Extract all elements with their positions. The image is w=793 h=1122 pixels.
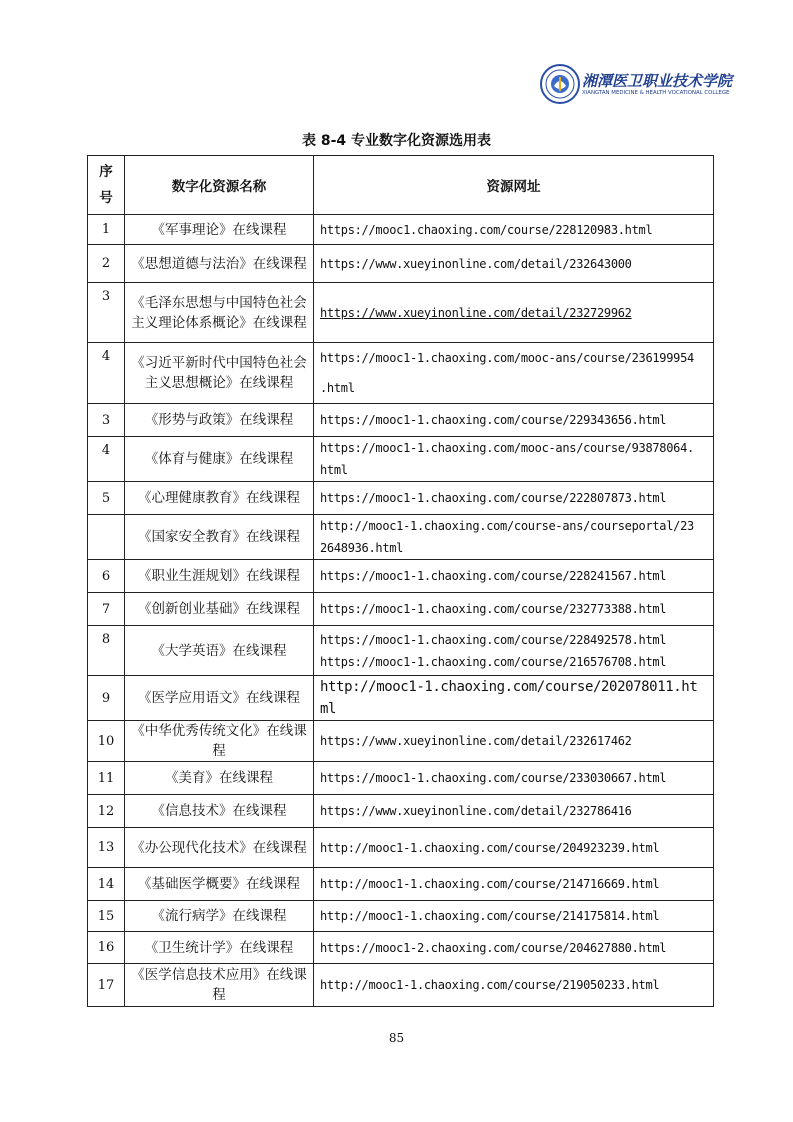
resource-url[interactable]: https://www.xueyinonline.com/detail/232617462 bbox=[320, 734, 632, 748]
row-number: 10 bbox=[88, 721, 125, 762]
row-number: 16 bbox=[88, 932, 125, 964]
row-number: 14 bbox=[88, 868, 125, 901]
row-number: 17 bbox=[88, 964, 125, 1007]
resource-url-cell bbox=[314, 404, 714, 437]
resource-name: 《流行病学》在线课程 bbox=[125, 901, 314, 932]
resource-url[interactable]: https://www.xueyinonline.com/detail/232729962 bbox=[320, 305, 632, 320]
resource-url-cell bbox=[314, 828, 714, 868]
resource-url[interactable]: http://mooc1-1.chaoxing.com/course/214716669.html bbox=[320, 877, 660, 891]
resource-url-cell bbox=[314, 676, 714, 721]
row-number: 13 bbox=[88, 828, 125, 868]
resource-name: 《毛泽东思想与中国特色社会主义理论体系概论》在线课程 bbox=[125, 283, 314, 343]
resource-url[interactable]: http://mooc1-1.chaoxing.com/course/214175814.html bbox=[320, 909, 660, 923]
table-row bbox=[88, 932, 714, 964]
table-row bbox=[88, 437, 714, 482]
resource-url[interactable]: ml bbox=[320, 701, 337, 717]
resource-url[interactable]: https://mooc1-1.chaoxing.com/course/222807873.html bbox=[320, 491, 667, 505]
table-row bbox=[88, 901, 714, 932]
resource-name: 《习近平新时代中国特色社会主义思想概论》在线课程 bbox=[125, 343, 314, 404]
table-row bbox=[88, 868, 714, 901]
table-row bbox=[88, 593, 714, 626]
row-number: 9 bbox=[88, 676, 125, 721]
resource-url[interactable]: https://mooc1-1.chaoxing.com/course/229343656.html bbox=[320, 413, 667, 427]
resource-name: 《职业生涯规划》在线课程 bbox=[125, 560, 314, 593]
header-seq bbox=[88, 156, 125, 215]
row-number: 12 bbox=[88, 795, 125, 828]
resource-url-cell bbox=[314, 343, 714, 404]
resource-url[interactable]: 2648936.html bbox=[320, 541, 404, 555]
college-seal-icon bbox=[540, 64, 580, 104]
row-number: 4 bbox=[88, 437, 125, 482]
resource-url-cell bbox=[314, 964, 714, 1007]
resource-name: 《心理健康教育》在线课程 bbox=[125, 482, 314, 515]
table-row bbox=[88, 626, 714, 676]
resource-url[interactable]: http://mooc1-1.chaoxing.com/course/204923239.html bbox=[320, 840, 660, 855]
row-number: 6 bbox=[88, 560, 125, 593]
row-number: 11 bbox=[88, 762, 125, 795]
header-resource-name: 数字化资源名称 bbox=[125, 156, 314, 215]
row-number: 15 bbox=[88, 901, 125, 932]
table-row bbox=[88, 283, 714, 343]
resource-url[interactable]: https://mooc1-2.chaoxing.com/course/204627880.html bbox=[320, 940, 667, 955]
row-number: 1 bbox=[88, 215, 125, 245]
college-name-cn: 湘潭医卫职业技术学院 bbox=[582, 72, 733, 90]
resource-name: 《形势与政策》在线课程 bbox=[125, 404, 314, 437]
resource-name: 《美育》在线课程 bbox=[125, 762, 314, 795]
resource-name: 《医学信息技术应用》在线课程 bbox=[125, 964, 314, 1007]
resource-name: 《医学应用语文》在线课程 bbox=[125, 676, 314, 721]
resource-url[interactable]: https://mooc1-1.chaoxing.com/course/228492578.html bbox=[320, 632, 667, 647]
resource-table bbox=[87, 155, 714, 1007]
page-number: 85 bbox=[388, 1031, 405, 1045]
resource-url-cell bbox=[314, 932, 714, 964]
table-row bbox=[88, 515, 714, 560]
table-row bbox=[88, 343, 714, 404]
resource-url[interactable]: http://mooc1-1.chaoxing.com/course/202078011.ht bbox=[320, 679, 698, 695]
resource-name: 《基础医学概要》在线课程 bbox=[125, 868, 314, 901]
resource-name: 《信息技术》在线课程 bbox=[125, 795, 314, 828]
resource-url-cell bbox=[314, 626, 714, 676]
table-row bbox=[88, 964, 714, 1007]
resource-name: 《思想道德与法治》在线课程 bbox=[125, 245, 314, 283]
resource-name: 《大学英语》在线课程 bbox=[125, 626, 314, 676]
table-row bbox=[88, 762, 714, 795]
college-name-en: XIANGTAN MEDICINE & HEALTH VOCATIONAL COLLEGE bbox=[582, 90, 730, 96]
table-row bbox=[88, 721, 714, 762]
table-row bbox=[88, 676, 714, 721]
college-logo bbox=[540, 64, 733, 108]
table-row bbox=[88, 795, 714, 828]
resource-url[interactable]: https://mooc1-1.chaoxing.com/course/228241567.html bbox=[320, 569, 667, 583]
resource-name: 《军事理论》在线课程 bbox=[125, 215, 314, 245]
resource-url-cell bbox=[314, 901, 714, 932]
row-number bbox=[88, 515, 125, 560]
header-resource-url: 资源网址 bbox=[314, 156, 714, 215]
table-row bbox=[88, 828, 714, 868]
table-row bbox=[88, 560, 714, 593]
resource-url-cell bbox=[314, 762, 714, 795]
table-header-row bbox=[88, 156, 714, 215]
resource-url[interactable]: https://mooc1-1.chaoxing.com/mooc-ans/course/93878064. bbox=[320, 441, 694, 455]
resource-url[interactable]: .html bbox=[320, 381, 355, 395]
resource-url[interactable]: https://mooc1.chaoxing.com/course/228120983.html bbox=[320, 222, 653, 237]
resource-name: 《中华优秀传统文化》在线课程 bbox=[125, 721, 314, 762]
resource-url-cell bbox=[314, 868, 714, 901]
resource-name: 《创新创业基础》在线课程 bbox=[125, 593, 314, 626]
table-row bbox=[88, 245, 714, 283]
resource-url[interactable]: https://mooc1-1.chaoxing.com/course/232773388.html bbox=[320, 602, 667, 616]
resource-url-cell bbox=[314, 721, 714, 762]
table-caption: 表 8-4 专业数字化资源选用表 bbox=[301, 133, 492, 149]
resource-url-cell bbox=[314, 215, 714, 245]
resource-url[interactable]: html bbox=[320, 463, 348, 477]
resource-url[interactable]: http://mooc1-1.chaoxing.com/course-ans/courseportal/23 bbox=[320, 519, 694, 533]
resource-url[interactable]: https://mooc1-1.chaoxing.com/mooc-ans/course/236199954 bbox=[320, 351, 694, 365]
table-row bbox=[88, 215, 714, 245]
row-number: 4 bbox=[88, 343, 125, 404]
resource-name: 《卫生统计学》在线课程 bbox=[125, 932, 314, 964]
table-row bbox=[88, 404, 714, 437]
resource-url[interactable]: https://www.xueyinonline.com/detail/232643000 bbox=[320, 256, 632, 271]
row-number: 8 bbox=[88, 626, 125, 676]
header-seq-bottom: 号 bbox=[99, 190, 113, 206]
row-number: 7 bbox=[88, 593, 125, 626]
resource-url-cell bbox=[314, 795, 714, 828]
resource-url[interactable]: https://www.xueyinonline.com/detail/232786416 bbox=[320, 804, 632, 818]
resource-url-cell bbox=[314, 593, 714, 626]
row-number: 2 bbox=[88, 245, 125, 283]
table-row bbox=[88, 482, 714, 515]
resource-url[interactable]: http://mooc1-1.chaoxing.com/course/219050233.html bbox=[320, 978, 660, 992]
header-seq-top: 序 bbox=[99, 164, 113, 180]
row-number: 3 bbox=[88, 404, 125, 437]
resource-url[interactable]: https://mooc1-1.chaoxing.com/course/216576708.html bbox=[320, 654, 667, 669]
resource-url[interactable]: https://mooc1-1.chaoxing.com/course/233030667.html bbox=[320, 771, 667, 785]
resource-url-cell bbox=[314, 560, 714, 593]
row-number: 3 bbox=[88, 283, 125, 343]
resource-url-cell bbox=[314, 482, 714, 515]
resource-name: 《办公现代化技术》在线课程 bbox=[125, 828, 314, 868]
resource-name: 《国家安全教育》在线课程 bbox=[125, 515, 314, 560]
resource-url-cell bbox=[314, 515, 714, 560]
resource-name: 《体育与健康》在线课程 bbox=[125, 437, 314, 482]
row-number: 5 bbox=[88, 482, 125, 515]
resource-url-cell bbox=[314, 437, 714, 482]
resource-url-cell bbox=[314, 245, 714, 283]
resource-url-cell bbox=[314, 283, 714, 343]
